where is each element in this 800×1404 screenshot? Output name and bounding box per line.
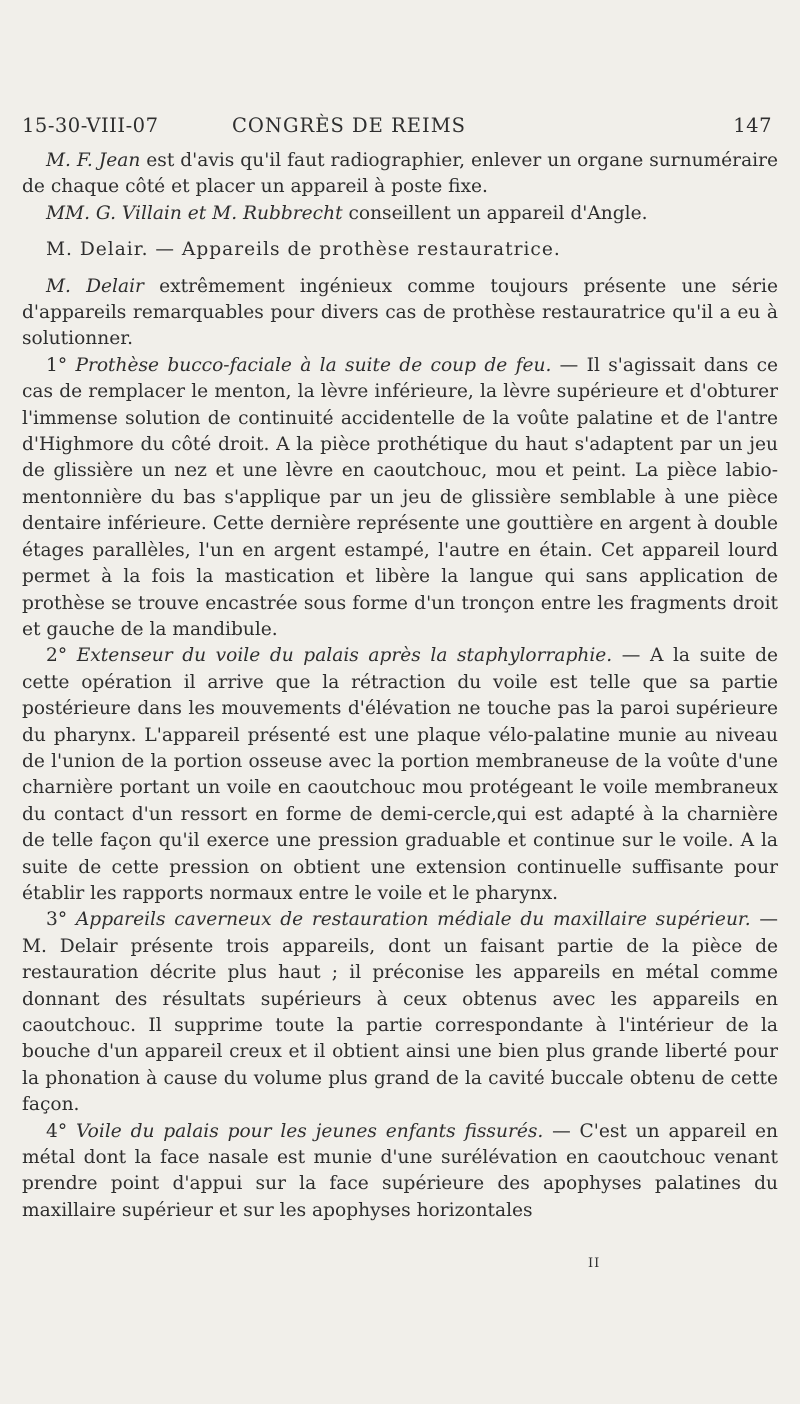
header-date: 15-30-VIII-07 <box>22 114 159 137</box>
item-title: Prothèse bucco-faciale à la suite de coup de feu. <box>67 354 552 376</box>
speaker: MM. G. Villain et M. Rubbrecht <box>46 202 343 224</box>
item-title: Voile du palais pour les jeunes enfants fissurés. <box>67 1120 544 1142</box>
paragraph-delair-intro: M. Delair extrêmement ingénieux comme toujours présente une série d'appareils remarquables pour divers cas de prothèse restauratrice qu'il a eu à solutionner. <box>22 275 779 350</box>
item-title: Appareils caverneux de restauration médiale du maxillaire supérieur. <box>67 909 751 931</box>
paragraph-item-1: 1° Prothèse bucco-faciale à la suite de coup de feu. — Il s'agissait dans ce cas de remplacer le menton, la lèvre inférieure, la lèvre supérieure et d'obturer l'immense solution de continuité accidentelle de la voûte palatine et de l'antre d'Highmore du côté droit. A la pièce prothétique du haut s'adaptent par un jeu de glissière un nez et une lèvre en caoutchouc, mou et peint. La pièce labio-mentonnière du bas s'applique par un jeu de glissière semblable à une pièce dentaire inférieure. Cette dernière représente une gouttière en argent à double étages parallèles, l'un en argent estampé, l'autre en étain. Cet appareil lourd permet à la fois la mastication et libère la langue qui sans application de prothèse se trouve encastrée sous forme d'un tronçon entre les fragments droit et gauche de la mandibule. <box>22 354 778 640</box>
paragraph-item-4: 4° Voile du palais pour les jeunes enfants fissurés. — C'est un appareil en métal dont la face nasale est munie d'une surélévation en caoutchouc venant prendre point d'appui sur la face supérieure des apophyses palatines du maxillaire supérieur et sur les apophyses horizontales <box>22 1120 778 1221</box>
speaker: M. F. Jean <box>46 150 141 171</box>
section-heading: M. Delair. — Appareils de prothèse restauratrice. <box>46 239 561 261</box>
signature-mark: II <box>588 1256 601 1271</box>
paragraph-item-3: 3° Appareils caverneux de restauration médiale du maxillaire supérieur. — M. Delair présente trois appareils, dont un faisant partie de la pièce de restauration décrite plus haut ; il préconise les appareils en métal comme donnant des résultats supérieurs à ceux obtenus avec les appareils en caoutchouc. Il supprime toute la partie correspondante à l'intérieur de la bouche d'un appareil creux et il obtient ainsi une bien plus grande liberté pour la phonation à cause du volume plus grand de la cavité buccale obtenu de cette façon. <box>22 909 778 1116</box>
paragraph-item-2: 2° Extenseur du voile du palais après la staphylorraphie. — A la suite de cette opération il arrive que la rétraction du voile est telle que sa partie postérieure dans les mouvements d'élévation ne touche pas la paroi supérieure du pharynx. L'appareil présenté est une plaque vélo-palatine munie au niveau de l'union de la portion osseuse avec la portion membraneuse de la voûte d'une charnière portant un voile en caoutchouc mou protégeant le voile membraneux du contact d'un ressort en forme de demi-cercle,qui est adapté à la charnière de telle façon qu'il exerce une pression graduable et continue sur le voile. A la suite de cette pression on obtient une extension continuelle suffisante pour établir les rapports normaux entre le voile et le pharynx. <box>22 645 778 904</box>
page-number: 147 <box>733 114 772 137</box>
header-title: CONGRÈS DE REIMS <box>232 114 467 137</box>
paragraph-villain: MM. G. Villain et M. Rubbrecht conseillent un appareil d'Angle. <box>46 202 648 224</box>
item-title: Extenseur du voile du palais après la staphylorraphie. <box>67 645 613 667</box>
running-header <box>22 114 772 142</box>
speaker: M. Delair <box>46 275 144 297</box>
paragraph-jean: M. F. Jean est d'avis qu'il faut radiographier, enlever un organe surnuméraire de chaque côté et placer un appareil à poste fixe. <box>22 150 778 198</box>
body-text <box>22 148 778 1224</box>
